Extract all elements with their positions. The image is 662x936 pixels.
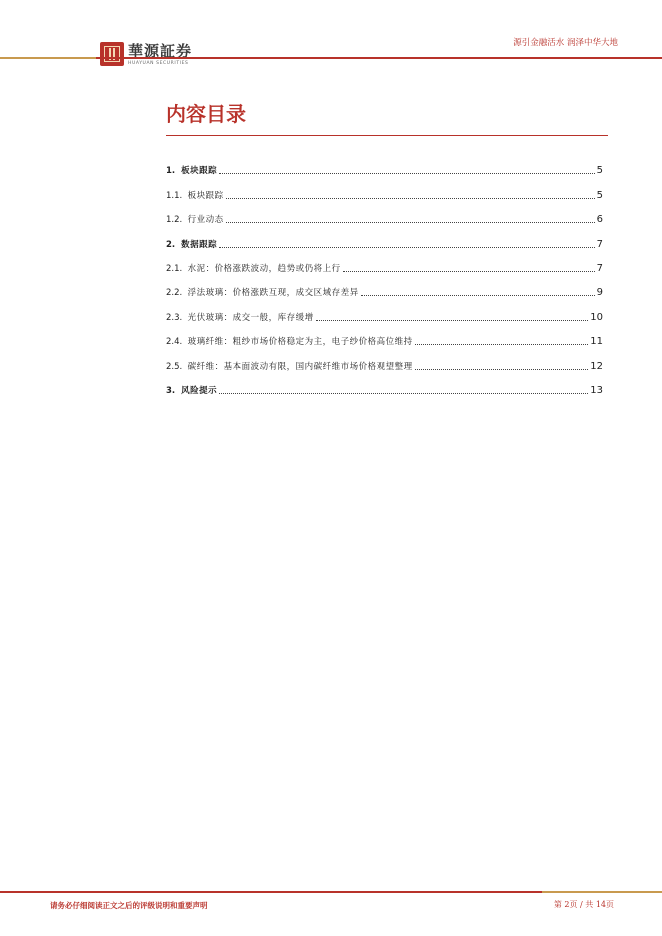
toc-leader-dots: [219, 173, 595, 174]
toc-entry-number: 1.1.: [166, 190, 188, 201]
toc-entry-page: 6: [596, 214, 603, 226]
toc-entry-label: 水泥：价格涨跌波动，趋势或仍将上行: [187, 263, 341, 274]
toc-entry-number: 2.3.: [166, 312, 188, 323]
toc-entry[interactable]: [166, 153, 603, 177]
header-divider-accent: [0, 57, 96, 59]
header-slogan: 源引金融活水 润泽中华大地: [513, 38, 618, 48]
toc-entry-label: 风险提示: [181, 385, 218, 396]
company-logo: [100, 42, 192, 66]
toc-entry-page: 12: [590, 360, 603, 372]
toc-entry-label: 玻璃纤维：粗纱市场价格稳定为主，电子纱价格高位维持: [187, 337, 413, 348]
toc-leader-dots: [316, 320, 589, 321]
toc-entry-page: 5: [596, 189, 603, 201]
toc-entry[interactable]: [166, 226, 603, 250]
toc-entry-number: 1.: [166, 166, 182, 177]
toc-leader-dots: [226, 222, 595, 223]
toc-entry-number: 2.4.: [166, 337, 188, 348]
toc-leader-dots: [415, 344, 589, 345]
toc-title-rule: [166, 135, 608, 136]
toc-entry-number: 3.: [166, 385, 182, 396]
toc-entry-label: 行业动态: [187, 215, 224, 226]
toc-entry[interactable]: [166, 251, 603, 275]
toc-entry[interactable]: [166, 299, 603, 323]
toc-entry-page: 13: [590, 384, 603, 396]
toc-entry-page: 11: [590, 336, 603, 348]
toc-entry[interactable]: [166, 324, 603, 348]
toc-entry[interactable]: [166, 177, 603, 201]
toc-leader-dots: [219, 393, 588, 394]
logo-english-name: HUAYUAN SECURITIES: [128, 61, 189, 66]
footer-page-info: 第 2页 / 共 14页: [553, 900, 614, 909]
toc-leader-dots: [415, 369, 589, 370]
toc-entry-label: 数据跟踪: [181, 239, 218, 250]
toc-entry-number: 2.2.: [166, 288, 188, 299]
toc-entry-number: 1.2.: [166, 215, 188, 226]
toc-entry[interactable]: [166, 275, 603, 299]
logo-chinese-name: 華源証券: [128, 42, 193, 60]
toc-entry-label: 光伏玻璃：成交一般，库存缓增: [187, 312, 314, 323]
toc-entry-page: 5: [596, 165, 603, 177]
header-divider: [0, 57, 662, 59]
toc-entry-number: 2.1.: [166, 263, 188, 274]
toc-title: 内容目录: [166, 102, 246, 126]
toc-entry[interactable]: [166, 348, 603, 372]
seal-icon: [100, 42, 124, 66]
toc-entry-label: 浮法玻璃：价格涨跌互现，成交区域存差异: [187, 288, 359, 299]
toc-leader-dots: [343, 271, 595, 272]
toc-entry-label: 板块跟踪: [187, 190, 224, 201]
footer-disclaimer: 请务必仔细阅读正文之后的评级说明和重要声明: [50, 901, 208, 910]
toc-entry-number: 2.: [166, 239, 182, 250]
toc-entry-page: 7: [596, 262, 603, 274]
toc-entry-label: 碳纤维：基本面波动有限，国内碳纤维市场价格观望整理: [187, 361, 413, 372]
toc-entry[interactable]: [166, 373, 603, 397]
toc-entry-number: 2.5.: [166, 361, 188, 372]
footer-divider-accent: [542, 891, 662, 893]
toc-list: [166, 153, 603, 397]
toc-leader-dots: [219, 247, 595, 248]
toc-entry-page: 9: [596, 287, 603, 299]
toc-leader-dots: [361, 295, 595, 296]
toc-entry-page: 7: [596, 238, 603, 250]
toc-entry-label: 板块跟踪: [181, 166, 218, 177]
toc-entry-page: 10: [590, 311, 603, 323]
toc-leader-dots: [226, 198, 595, 199]
toc-entry[interactable]: [166, 202, 603, 226]
